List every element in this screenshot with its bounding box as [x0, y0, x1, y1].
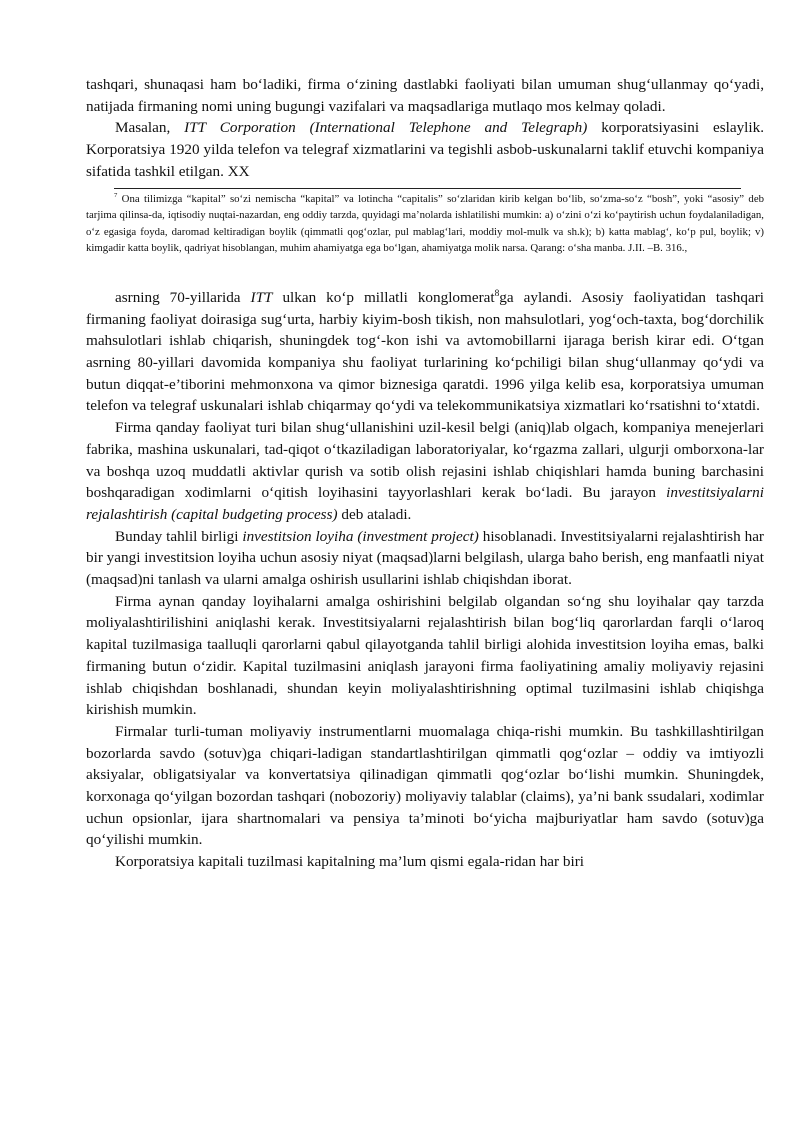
text-run: Bunday tahlil birligi [115, 527, 243, 545]
text-run: Masalan, [115, 119, 185, 137]
text-run: hisoblanadi. Investitsiyalarni rejalashtirish har bir yangi investitsion loyiha uchun asosiy niyat (maqsad)larni belgilash, ularga baho berish, eng manfaatli niyat (maqsad)ni tanlash va ularni amalga oshirish usullarini ishlab chiqishdan iborat. [86, 527, 764, 589]
footnote-separator [114, 188, 741, 189]
italic-term: investitsiyalarni rejalashtirish (capital budgeting process) [86, 484, 764, 523]
paragraph-capital-budgeting [86, 417, 764, 526]
text-run: ulkan ko‘p millatli konglomerat [272, 288, 495, 306]
paragraph-last: Korporatsiya kapitali tuzilmasi kapitalning ma’lum qismi egala-ridan har biri [115, 853, 584, 871]
italic-term: investitsion loyiha (investment project) [242, 527, 479, 545]
paragraph-continuation: tashqari, shunaqasi ham bo‘ladiki, firma o‘zining dastlabki faoliyati bilan umuman shug‘ullanmay qo‘yadi, natijada firmaning nomi uning bugungi vazifalari va maqsadlariga mutlaqo mos kelmay qoladi. [86, 76, 764, 115]
text-run: ga aylandi. Asosiy faoliyatidan tashqari firmaning faoliyat doirasiga sug‘urta, harbiy kiyim-bosh tikish, non mahsulotlari, yog‘och-taxta, bog‘dorchilik mahsulotlari ishlab chiqarish, shuningdek tog‘-kon ishi va avtomobillarni ijaraga berish kirar edi. O‘tgan asrning 80-yillari davomida kompaniya shu faoliyat turlarining ko‘pchiligi bilan shug‘ullanmay qo‘ydi va butun diqqat-e’tiborini mehmonxona va qimor biznesiga qaratdi. 1996 yilga kelib esa, korporatsiya umuman telefon va telegraf uskunalari ishlab chiqarmay qo‘ydi va telekommunikatsiya xizmatlari ko‘rsatishni to‘xtatdi. [86, 288, 764, 415]
text-run: asrning 70-yillarida [115, 288, 251, 306]
paragraph-investment-project [86, 526, 764, 591]
footnote-text: Ona tilimizga “kapital” so‘zi nemischa “kapital” va lotincha “capitalis” so‘zlaridan kirib kelgan bo‘lib, so‘zma-so‘z “bosh”, yoki “asosiy” deb tarjima qilinsa-da, iqtisodiy nuqtai-nazardan, eng oddiy tarzda, quyidagi ma’nolarda ishlatilishi mumkin: a) o‘zini o‘zi ko‘paytirish uchun foydalaniladigan, o‘z egasiga foyda, daromad keltiradigan boylik (qimmatli qog‘ozlar, pul mablag‘lari, moddiy mol-mulk va sh.k); b) katta mablag‘, ko‘p pul, boylik; v) kimgadir katta boylik, qadriyat hisoblangan, muhim ahamiyatga ega bo‘lgan, ahamiyatga molik narsa. Qarang: o‘sha manba. J.II. –B. 316., [86, 192, 765, 255]
document-page [86, 74, 764, 873]
page-break-gap [86, 257, 764, 287]
paragraph-itt-example [86, 117, 764, 182]
italic-term: ITT [250, 288, 273, 306]
paragraph-financial-instruments: Firmalar turli-tuman moliyaviy instrumentlarni muomalaga chiqa-rishi mumkin. Bu tashkillashtirilgan bozorlarda savdo (sotuv)ga chiqari-ladigan standartlashtirilgan qimmatli qog‘ozlar – oddiy va imtiyozli aksiyalar, obligatsiyalar va konvertatsiya qilinadigan qimmatli qog‘ozlar bo‘lishi mumkin. Shuningdek, korxonaga qo‘yilgan bozordan tashqari (nobozoriy) moliyaviy talablar (claims), ya’ni bank ssudalari, xodimlar uchun opsionlar, ijara shartnomalari va pensiya ta’minoti bo‘yicha majburiyatlar ham savdo (sotuv)ga qo‘yilishi mumkin. [86, 722, 764, 849]
text-run: deb ataladi. [337, 505, 412, 523]
text-run: Firma qanday faoliyat turi bilan shug‘ullanishini uzil-kesil belgi (aniq)lab olgach, kompaniya menejerlari fabrika, mashina uskunalari, tad-qiqot o‘tkaziladigan laboratoriyalar, ko‘rgazma zallari, ulgurji omborxona-lar va boshqa uzoq muddatli aktivlar qurish va sotib olish rejasini ishlab chiqishlari hamda buning barchasini boshqaradigan xodimlarni o‘qitish loyihasini tayyorlashlari kerak bo‘ladi. Bu jarayon [86, 419, 764, 502]
paragraph-itt-conglomerate [86, 287, 764, 417]
footnote [86, 191, 764, 257]
italic-term: ITT Corporation (International Telephone and Telegraph) [184, 119, 588, 137]
paragraph-capital-structure: Firma aynan qanday loyihalarni amalga oshirishini belgilab olgandan so‘ng shu loyihalar qay tarzda moliyalashtirilishini aniqlashi kerak. Investitsiyalarni rejalashtirish bilan bog‘liq qarorlardan farqli o‘laroq kapital tuzilmasiga taalluqli qarorlarni qabul qilayotganda tahlil birligi alohida investitsion loyiha emas, balki firmaning butun o‘zidir. Kapital tuzilmasini aniqlash jarayoni firma faoliyatining amaliy moliyaviy rejasini ishlab chiqishdan boshlanadi, shundan keyin moliyalashtirishning optimal tuzilmasini ishlab chiqishga kirishish mumkin. [86, 592, 764, 719]
footnote-reference: 8 [494, 288, 500, 299]
text-run: korporatsiyasini eslaylik. Korporatsiya 1920 yilda telefon va telegraf xizmatlarini va tegishli asbob-uskunalarni taklif etuvchi kompaniya sifatida tashkil etilgan. XX [86, 119, 764, 180]
footnote-number: 7 [114, 191, 118, 199]
